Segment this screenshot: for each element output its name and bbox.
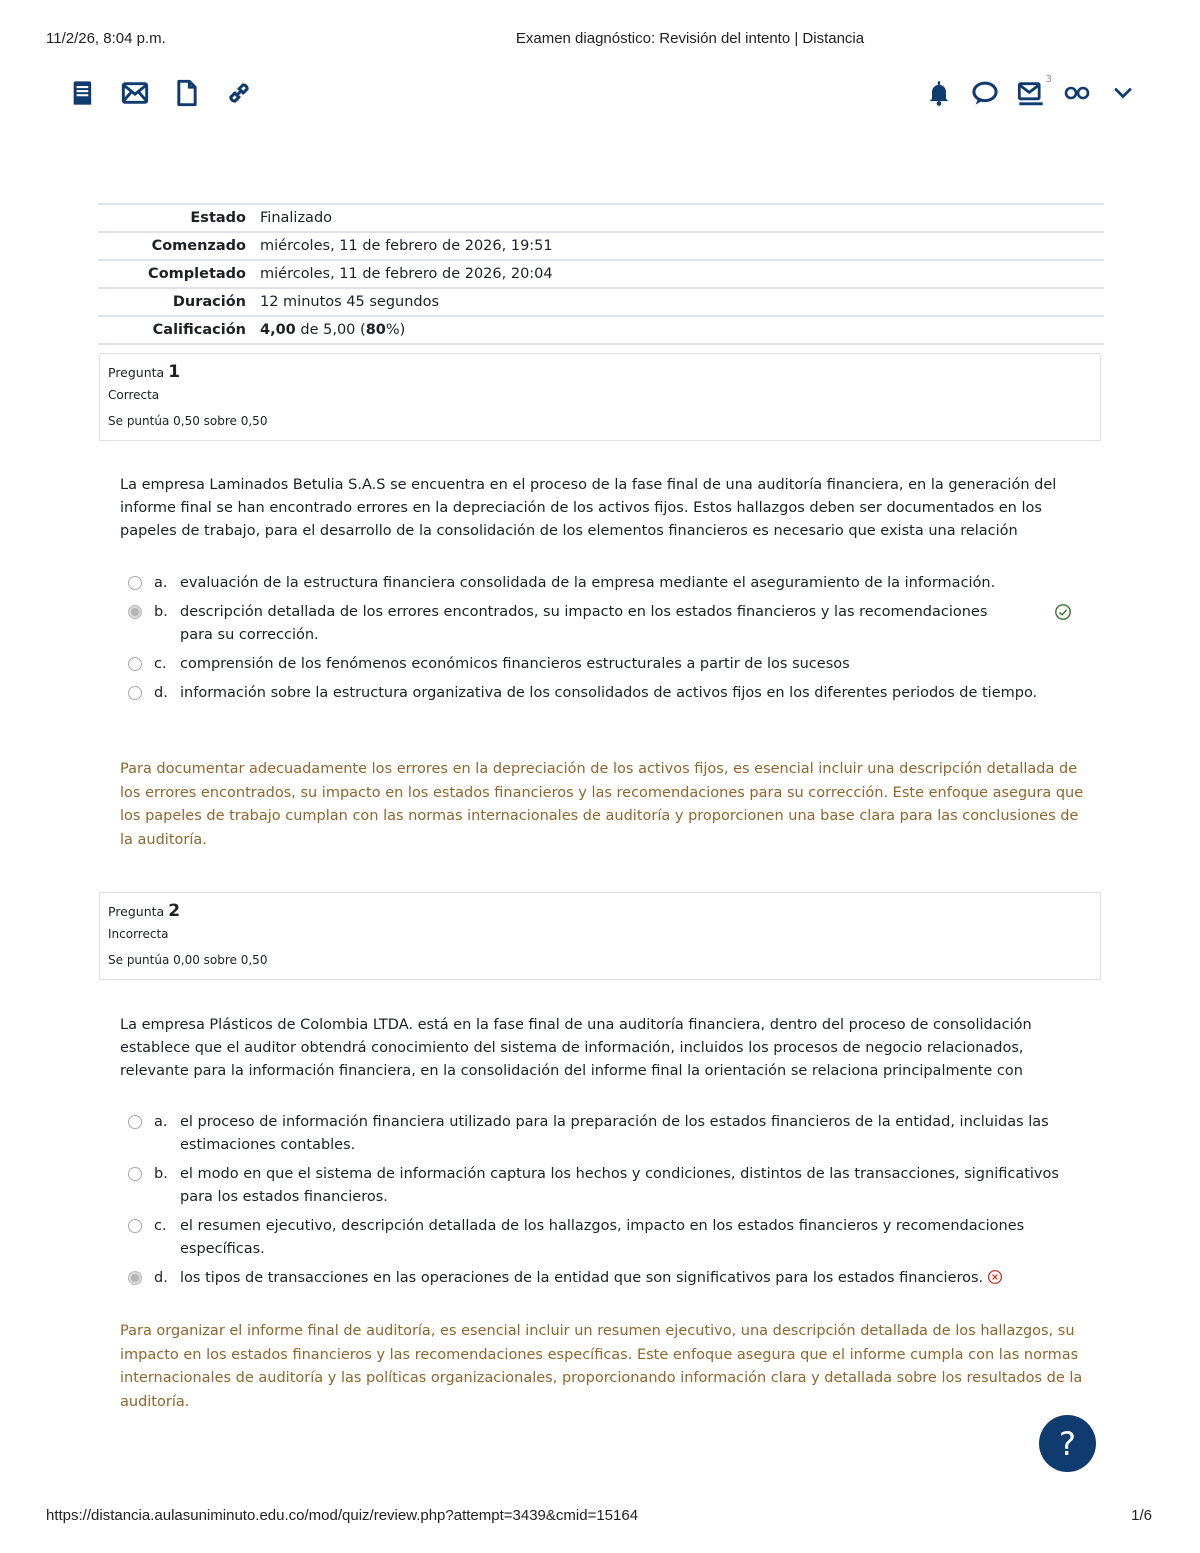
attempt-summary-table <box>98 203 1104 345</box>
grade-of: de 5,00 ( <box>300 322 366 338</box>
inbox-icon[interactable] <box>1016 74 1052 108</box>
question-number-value: 1 <box>168 362 181 382</box>
question-grade: Se puntúa 0,00 sobre 0,50 <box>108 953 268 967</box>
link-icon[interactable] <box>224 78 254 108</box>
answer-radio-selected[interactable] <box>128 605 142 619</box>
question-info-1 <box>99 353 1101 441</box>
answer-option[interactable] <box>128 653 1078 676</box>
general-feedback-1: Para documentar adecuadamente los errores en la depreciación de los activos fijos, es esencial incluir una descripción detallada de los errores encontrados, su impacto en los estados financieros y las recomendaciones para su corrección. Este enfoque asegura que los papeles de trabajo cumplan con las normas internacionales de auditoría y proporcionen una base clara para las conclusiones de la auditoría. <box>120 761 1084 848</box>
answer-option[interactable] <box>128 682 1078 705</box>
answer-radio[interactable] <box>128 576 142 590</box>
inbox-count-badge: 3 <box>1045 74 1052 85</box>
answer-text: los tipos de transacciones en las operaciones de la entidad que son significativos para los estados financieros. <box>180 1270 984 1286</box>
grade-value: 4,00 <box>260 322 296 338</box>
question-grade: Se puntúa 0,50 sobre 0,50 <box>108 414 268 428</box>
chevron-down-icon[interactable] <box>1108 78 1138 108</box>
file-icon[interactable] <box>172 78 202 108</box>
print-page-number: 1/6 <box>1131 1507 1152 1524</box>
answer-letter: a. <box>154 575 168 591</box>
general-feedback-2: Para organizar el informe final de auditoría, es esencial incluir un resumen ejecutivo, una descripción detallada de los hallazgos, su impacto en los estados financieros y las recomendaciones específicas. Este enfoque asegura que el informe cumpla con las normas internacionales de auditoría y las políticas organizacionales, proporcionando información clara y detallada sobre los resultados de la auditoría. <box>120 1323 1083 1410</box>
summary-label: Duración <box>172 294 246 310</box>
question-text-2: La empresa Plásticos de Colombia LTDA. está en la fase final de una auditoría financiera, dentro del proceso de consolidación establece que el auditor obtendrá conocimiento del sistema de información, incluidos los procesos de negocio relacionados, relevante para la información financiera, en la consolidación del informe final la orientación se relaciona principalmente con <box>120 1017 1032 1079</box>
answer-option[interactable] <box>128 572 1078 595</box>
summary-row-duracion <box>98 287 1104 315</box>
question-number-value: 2 <box>168 901 181 921</box>
summary-value: Finalizado <box>260 210 333 226</box>
answer-list-2 <box>128 1111 1078 1296</box>
answer-option[interactable] <box>128 601 1078 647</box>
question-state: Correcta <box>108 388 160 402</box>
print-datetime: 11/2/26, 8:04 p.m. <box>46 30 166 47</box>
answer-letter: c. <box>154 656 167 672</box>
grade-close: %) <box>385 322 406 338</box>
summary-row-comenzado <box>98 231 1104 259</box>
answer-radio[interactable] <box>128 1219 142 1233</box>
question-number <box>108 901 1092 921</box>
summary-value: miércoles, 11 de febrero de 2026, 19:51 <box>260 238 553 254</box>
answer-letter: b. <box>154 604 168 620</box>
answer-option[interactable] <box>128 1111 1078 1157</box>
answer-letter: c. <box>154 1218 167 1234</box>
answer-radio[interactable] <box>128 657 142 671</box>
answer-text: comprensión de los fenómenos económicos financieros estructurales a partir de los sucesos <box>180 656 850 672</box>
summary-row-completado <box>98 259 1104 287</box>
answer-radio[interactable] <box>128 686 142 700</box>
answer-text: el resumen ejecutivo, descripción detallada de los hallazgos, impacto en los estados financieros y recomendaciones específicas. <box>180 1218 1025 1257</box>
summary-value: 12 minutos 45 segundos <box>260 294 440 310</box>
glasses-icon[interactable] <box>1062 78 1092 108</box>
answer-text: evaluación de la estructura financiera consolidada de la empresa mediante el aseguramiento de la información. <box>180 575 996 591</box>
mail-icon[interactable] <box>120 78 150 108</box>
answer-letter: d. <box>154 685 168 701</box>
question-prefix: Pregunta <box>108 365 165 380</box>
answer-text: el modo en que el sistema de información captura los hechos y condiciones, distintos de las transacciones, significativos para los estados financieros. <box>180 1166 1059 1205</box>
answer-text: el proceso de información financiera utilizado para la preparación de los estados financieros de la entidad, incluidas las estimaciones contables. <box>180 1114 1049 1153</box>
answer-text-wrap <box>180 1267 1078 1290</box>
course-toolbar <box>68 78 254 108</box>
question-text-1: La empresa Laminados Betulia S.A.S se encuentra en el proceso de la fase final de una auditoría financiera, en la generación del informe final se han encontrado errores en la depreciación de los activos fijos. Estos hallazgos deben ser documentados en los papeles de trabajo, para el desarrollo de la consolidación de los elementos financieros es necesario que exista una relación <box>120 477 1057 539</box>
book-icon[interactable] <box>68 78 98 108</box>
bell-icon[interactable] <box>924 78 954 108</box>
question-state: Incorrecta <box>108 927 169 941</box>
answer-text: descripción detallada de los errores encontrados, su impacto en los estados financieros y las recomendaciones para su corrección. <box>180 604 988 643</box>
answer-radio[interactable] <box>128 1167 142 1181</box>
summary-label: Completado <box>148 266 246 282</box>
summary-value: miércoles, 11 de febrero de 2026, 20:04 <box>260 266 553 282</box>
question-number <box>108 362 1092 382</box>
grade-percent: 80 <box>365 322 386 338</box>
summary-row-estado <box>98 203 1104 231</box>
summary-label: Estado <box>190 210 246 226</box>
answer-option[interactable] <box>128 1163 1078 1209</box>
summary-label: Comenzado <box>151 238 246 254</box>
answer-radio-selected[interactable] <box>128 1271 142 1285</box>
answer-option[interactable] <box>128 1267 1078 1290</box>
summary-grade <box>260 322 405 338</box>
print-url: https://distancia.aulasuniminuto.edu.co/mod/quiz/review.php?attempt=3439&cmid=15164 <box>46 1507 639 1524</box>
print-page-title: Examen diagnóstico: Revisión del intento | Distancia <box>515 30 865 47</box>
answer-list-1 <box>128 572 1078 711</box>
correct-check-icon <box>1054 603 1072 621</box>
summary-row-calificacion <box>98 315 1104 345</box>
user-toolbar <box>924 74 1138 108</box>
chat-icon[interactable] <box>970 78 1000 108</box>
answer-radio[interactable] <box>128 1115 142 1129</box>
answer-text: información sobre la estructura organizativa de los consolidados de activos fijos en los diferentes periodos de tiempo. <box>180 685 1038 701</box>
answer-letter: a. <box>154 1114 168 1130</box>
question-info-2 <box>99 892 1101 980</box>
question-prefix: Pregunta <box>108 904 165 919</box>
answer-option[interactable] <box>128 1215 1078 1261</box>
help-button[interactable]: ? <box>1039 1415 1096 1472</box>
answer-letter: d. <box>154 1270 168 1286</box>
summary-label: Calificación <box>152 322 246 338</box>
answer-letter: b. <box>154 1166 168 1182</box>
incorrect-x-icon <box>987 1269 1003 1285</box>
